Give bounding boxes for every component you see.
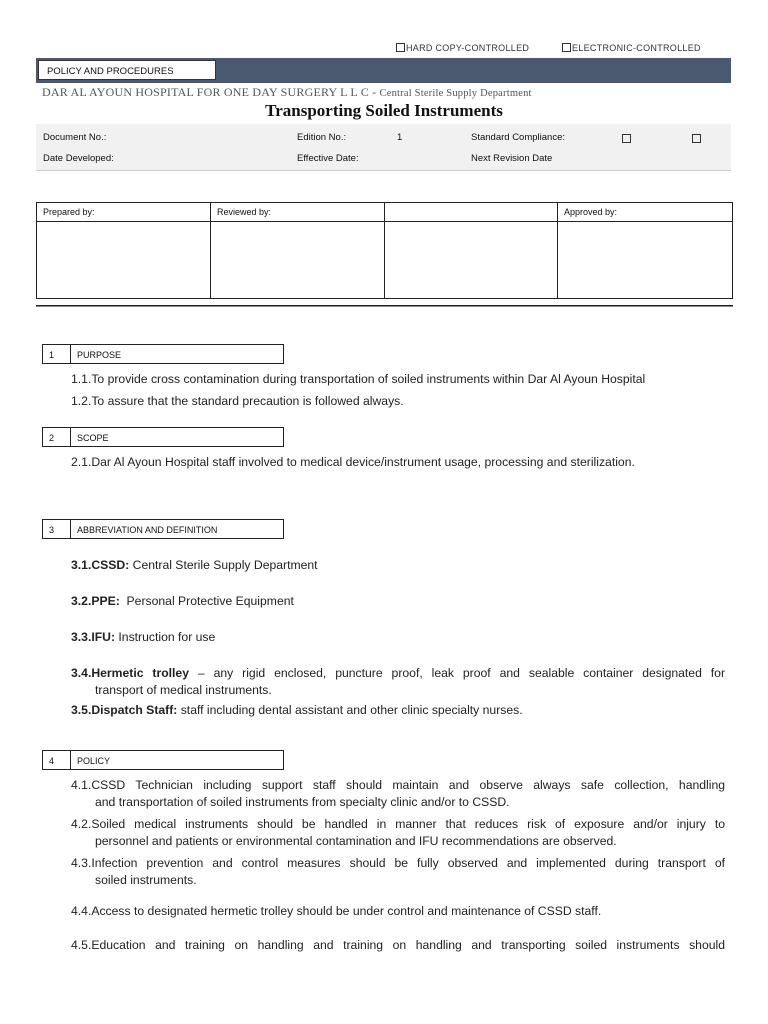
purpose-item-1: 1.1.To provide cross contamination during transportation of soiled instruments within Dar Al Ayoun Hospital [71, 372, 646, 386]
definition-cssd [71, 558, 318, 572]
document-title: Transporting Soiled Instruments [265, 101, 503, 120]
policy-line: and transportation of soiled instruments from specialty clinic and/or to CSSD. [95, 795, 510, 809]
signoff-table [36, 202, 733, 299]
prepared-by-header: Prepared by: [37, 203, 211, 222]
hospital-name-text: DAR AL AYOUN HOSPITAL FOR ONE DAY SURGERY L L C - [42, 85, 377, 99]
date-developed-label: Date Developed: [43, 153, 114, 164]
section-label: SCOPE [77, 433, 109, 443]
section-number: 4 [43, 751, 71, 769]
section-label: POLICY [77, 756, 111, 766]
policy-item-4: 4.4.Access to designated hermetic trolley should be under control and maintenance of CSSD staff. [71, 904, 602, 918]
prepared-by-cell[interactable] [37, 222, 211, 299]
electronic-controlled[interactable] [562, 43, 701, 53]
policy-line: personnel and patients or environmental contamination and IFU recommendations are observed. [95, 834, 617, 848]
definition-desc: Central Sterile Supply Department [129, 558, 318, 572]
checkbox-icon[interactable] [562, 43, 571, 52]
hard-copy-controlled[interactable] [396, 43, 529, 53]
definition-desc: – any rigid enclosed, puncture proof, leak proof and sealable container designated for [188, 666, 725, 680]
policy-line: 4.3.Infection prevention and control measures should be fully observed and implemented during transport of [71, 856, 725, 870]
policy-procedures-label: POLICY AND PROCEDURES [38, 60, 216, 80]
section-label: PURPOSE [77, 350, 122, 360]
policy-line: 4.1.CSSD Technician including support staff should maintain and observe always safe collection, handling [71, 778, 725, 792]
next-revision-label: Next Revision Date [471, 153, 553, 164]
section-label: ABBREVIATION AND DEFINITION [77, 525, 218, 535]
policy-item-3 [71, 855, 725, 889]
policy-item-5 [71, 937, 725, 954]
document-meta [36, 124, 731, 171]
reviewed-by-cell[interactable] [211, 222, 385, 299]
policy-item-2 [71, 816, 725, 850]
edition-no-value: 1 [397, 132, 403, 143]
section-header-policy [42, 750, 284, 770]
section-header-scope [42, 427, 284, 447]
scope-item-1: 2.1.Dar Al Ayoun Hospital staff involved to medical device/instrument usage, processing and sterilization. [71, 455, 635, 469]
policy-line: 4.5.Education and training on handling and training on handling and transporting soiled instruments should [71, 938, 725, 952]
blank-cell[interactable] [385, 222, 558, 299]
department-name: Central Sterile Supply Department [379, 88, 532, 99]
definition-dispatch-staff [71, 703, 523, 717]
approved-by-header: Approved by: [558, 203, 733, 222]
blank-header [385, 203, 558, 222]
definition-desc: staff including dental assistant and other clinic specialty nurses. [177, 703, 523, 717]
definition-desc: Personal Protective Equipment [119, 594, 294, 608]
divider [36, 305, 733, 307]
definition-term: 3.2.PPE: [71, 594, 120, 608]
electronic-label: ELECTRONIC-CONTROLLED [572, 43, 701, 53]
standard-compliance-label: Standard Compliance: [471, 132, 565, 143]
section-number: 1 [43, 345, 71, 363]
reviewed-by-header: Reviewed by: [211, 203, 385, 222]
document-no-label: Document No.: [43, 132, 107, 143]
section-number: 2 [43, 428, 71, 446]
hospital-name [42, 85, 532, 100]
definition-term: 3.5.Dispatch Staff: [71, 703, 178, 717]
definition-term: 3.3.IFU: [71, 630, 116, 644]
edition-no-label: Edition No.: [297, 132, 347, 143]
effective-date-label: Effective Date: [297, 153, 359, 164]
policy-item-1 [71, 777, 725, 811]
compliance-checkbox-2[interactable] [692, 134, 701, 143]
section-header-purpose [42, 344, 284, 364]
definition-desc: Instruction for use [115, 630, 216, 644]
definition-hermetic-trolley [71, 665, 725, 699]
purpose-item-2: 1.2.To assure that the standard precaution is followed always. [71, 394, 404, 408]
policy-line: soiled instruments. [95, 873, 197, 887]
definition-ifu [71, 630, 215, 644]
definition-term: 3.1.CSSD: [71, 558, 130, 572]
definition-term: 3.4.Hermetic trolley [71, 666, 189, 680]
definition-ppe [71, 594, 294, 608]
approved-by-cell[interactable] [558, 222, 733, 299]
section-header-abbreviation [42, 519, 284, 539]
checkbox-icon[interactable] [396, 43, 405, 52]
hard-copy-label: HARD COPY-CONTROLLED [406, 43, 530, 53]
definition-continuation: transport of medical instruments. [95, 683, 272, 697]
policy-line: 4.2.Soiled medical instruments should be handled in manner that reduces risk of exposure and/or injury to [71, 817, 725, 831]
section-number: 3 [43, 520, 71, 538]
compliance-checkbox-1[interactable] [622, 134, 631, 143]
